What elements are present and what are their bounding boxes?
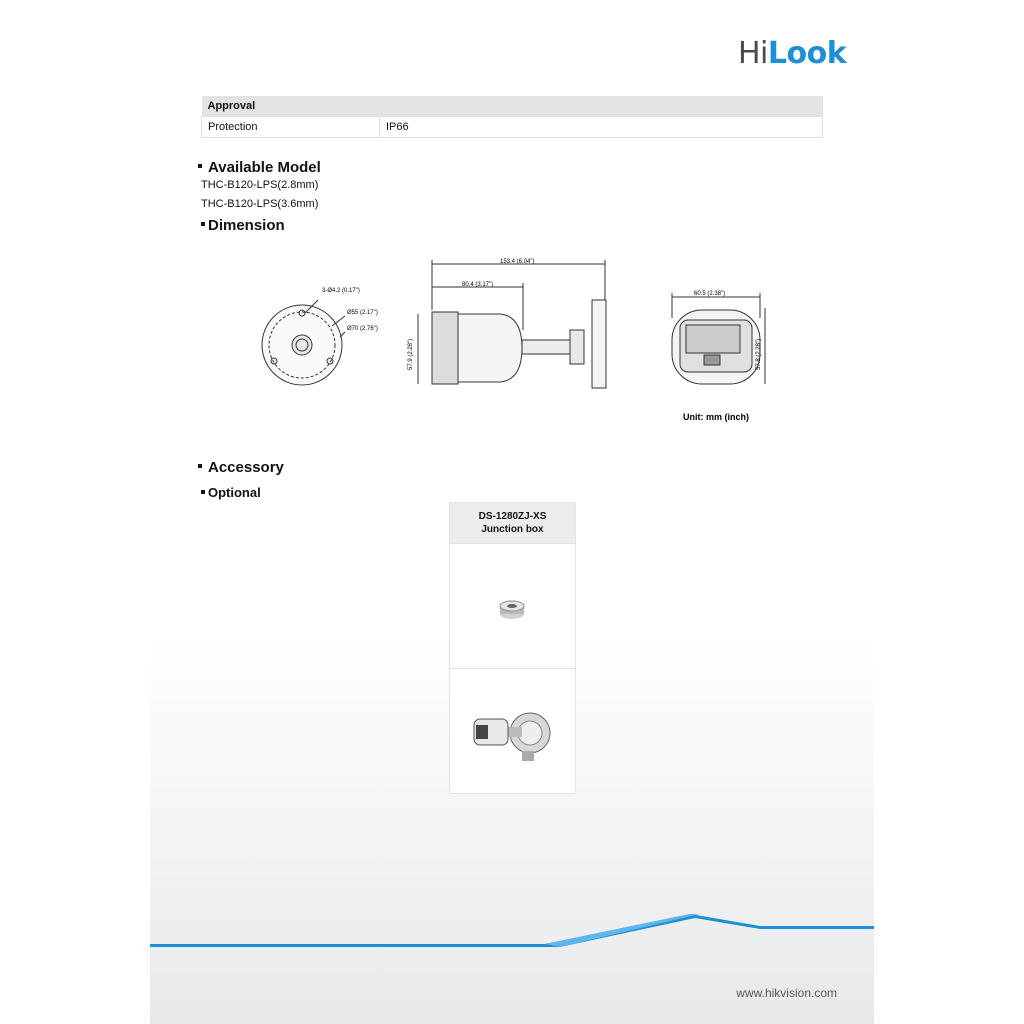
rear-label-height: 57.8 (2.28") (756, 338, 762, 370)
spec-row (202, 117, 823, 138)
front-label-d55: Ø55 (2.17") (347, 310, 378, 316)
model-item: THC-B120-LPS(2.8mm) (201, 179, 319, 191)
model-item: THC-B120-LPS(3.6mm) (201, 198, 319, 210)
bullet-icon (198, 464, 202, 468)
bullet-icon (198, 164, 202, 168)
rear-label-width: 60.5 (2.38") (694, 291, 726, 297)
hilook-logo: HiLook (738, 36, 847, 71)
camera-with-junction-box-image (450, 668, 575, 793)
junction-box-icon (450, 544, 575, 668)
camera-mounted-icon (450, 669, 575, 793)
side-label-total: 153.4 (6.04") (500, 259, 535, 265)
spec-section-header (202, 96, 823, 117)
front-view-drawing (262, 300, 345, 385)
front-label-holes: 3-Ø4.2 (0.17") (322, 288, 360, 294)
side-label-height: 57.9 (2.28") (408, 338, 414, 370)
spec-value: IP66 (380, 117, 823, 138)
footer-wave-stripe (150, 900, 874, 960)
side-label-body: 80.4 (3.17") (462, 282, 494, 288)
spec-label: Protection (202, 117, 380, 138)
dimension-heading: Dimension (201, 217, 285, 234)
optional-subheading: Optional (201, 485, 261, 500)
unit-note: Unit: mm (inch) (683, 412, 749, 422)
spec-section-title: Approval (202, 96, 823, 117)
accessory-heading: Accessory (198, 459, 284, 476)
available-model-heading: Available Model (198, 159, 321, 176)
bullet-icon (201, 490, 205, 494)
front-label-d70: Ø70 (2.76") (347, 326, 378, 332)
accessory-name: Junction box (481, 524, 544, 535)
footer-url[interactable]: www.hikvision.com (736, 986, 837, 1000)
side-view-drawing (418, 260, 606, 388)
rear-view-drawing (672, 293, 765, 384)
bullet-icon (201, 222, 205, 226)
spec-table (201, 96, 823, 138)
accessory-card-header (450, 503, 575, 543)
junction-box-image (450, 543, 575, 668)
dimension-drawings (150, 240, 874, 440)
accessory-card (449, 502, 576, 794)
accessory-model: DS-1280ZJ-XS (478, 511, 547, 522)
